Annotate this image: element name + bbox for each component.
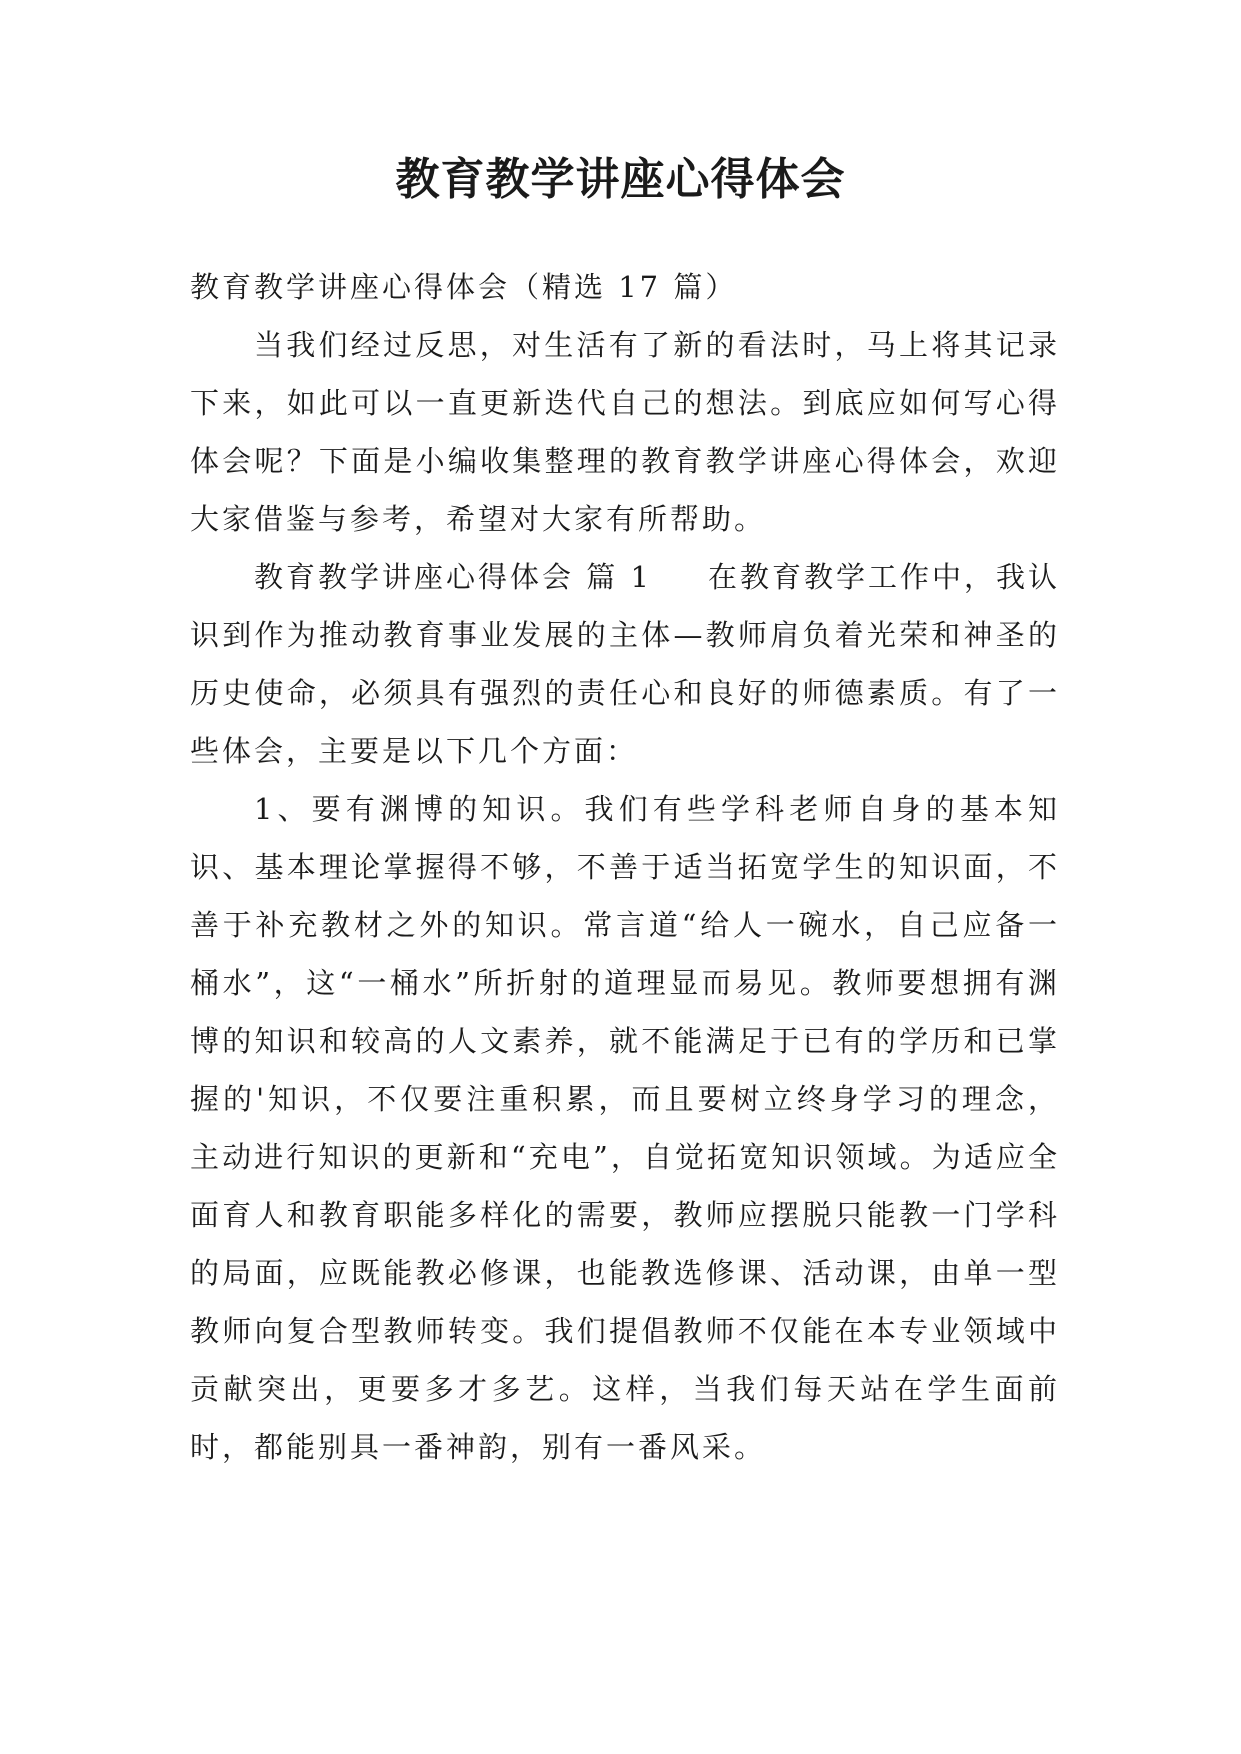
section-1-text: 在教育教学工作中，我认识到作为推动教育事业发展的主体—教师肩负着光荣和神圣的历史使命，必须具有强烈的责任心和良好的师德素质。有了一些体会，主要是以下几个方面： (190, 560, 1060, 768)
document-title: 教育教学讲座心得体会 (395, 154, 846, 205)
document-subtitle: 教育教学讲座心得体会（精选 17 篇） (190, 270, 738, 304)
document-body (190, 258, 1060, 1476)
section-1-heading: 教育教学讲座心得体会 篇 1 (254, 560, 652, 594)
intro-paragraph: 当我们经过反思，对生活有了新的看法时，马上将其记录下来，如此可以一直更新迭代自己的想法。到底应如何写心得体会呢？下面是小编收集整理的教育教学讲座心得体会，欢迎大家借鉴与参考，希望对大家有所帮助。 (190, 328, 1060, 536)
section-1-paragraph (190, 548, 1060, 780)
point-1-paragraph: 1、要有渊博的知识。我们有些学科老师自身的基本知识、基本理论掌握得不够，不善于适当拓宽学生的知识面，不善于补充教材之外的知识。常言道“给人一碗水，自己应备一桶水”，这“一桶水”所折射的道理显而易见。教师要想拥有渊博的知识和较高的人文素养，就不能满足于已有的学历和已掌握的'知识，不仅要注重积累，而且要树立终身学习的理念，主动进行知识的更新和“充电”，自觉拓宽知识领域。为适应全面育人和教育职能多样化的需要，教师应摆脱只能教一门学科的局面，应既能教必修课，也能教选修课、活动课，由单一型教师向复合型教师转变。我们提倡教师不仅能在本专业领域中贡献突出，更要多才多艺。这样，当我们每天站在学生面前时，都能别具一番神韵，别有一番风采。 (190, 792, 1060, 1464)
